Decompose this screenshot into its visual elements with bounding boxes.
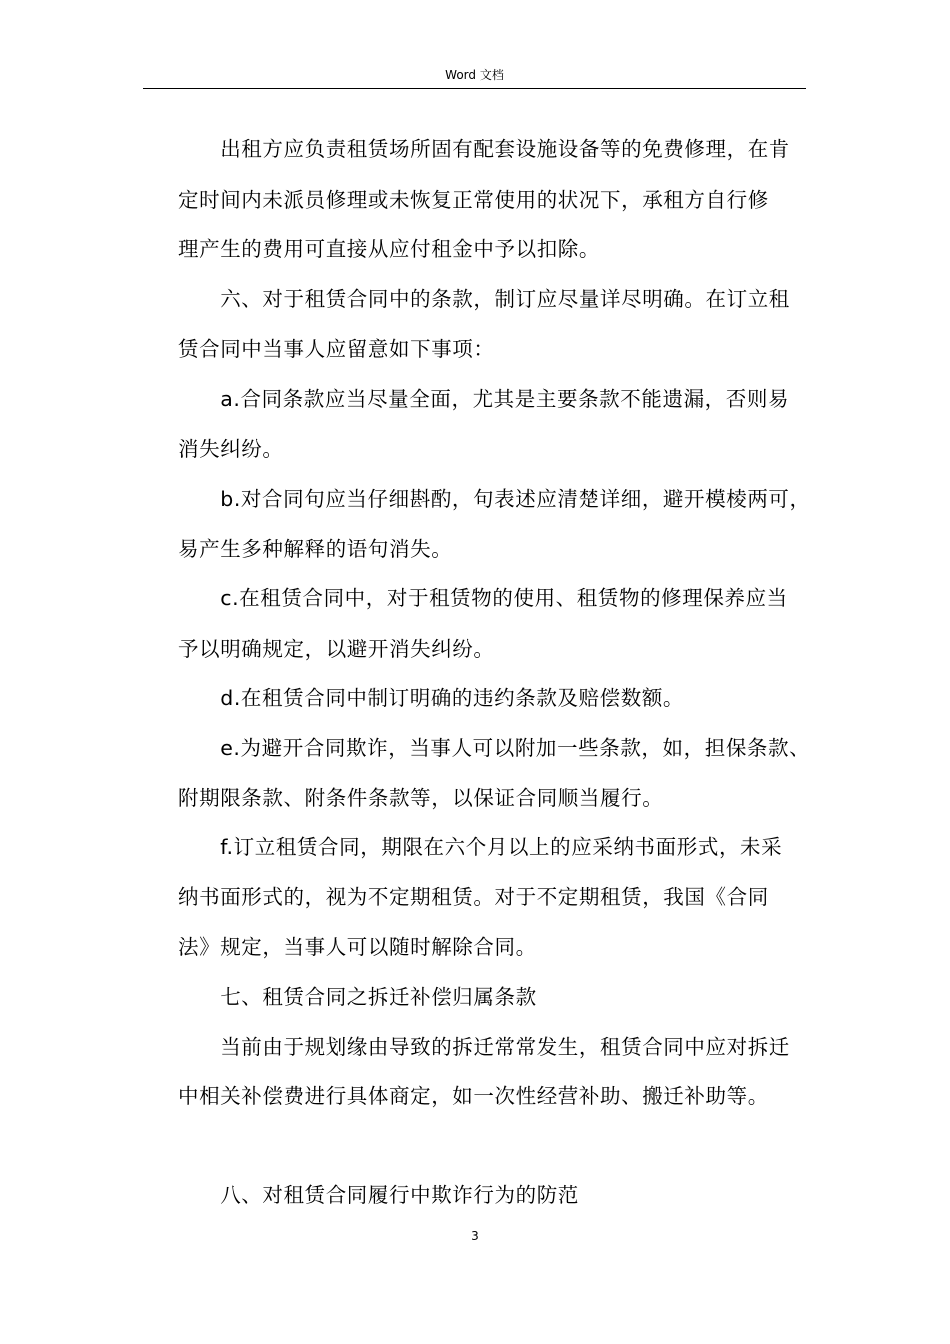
text-line: 中相关补偿费进行具体商定，如一次性经营补助、搬迁补助等。 [178, 1084, 769, 1108]
text-line: c.在租赁合同中，对于租赁物的使用、租赁物的修理保养应当 [178, 586, 788, 610]
text-line: 八、对租赁合同履行中欺诈行为的防范 [178, 1183, 579, 1207]
text-line: 七、租赁合同之拆迁补偿归属条款 [178, 985, 537, 1009]
text-line: 赁合同中当事人应留意如下事项： [178, 337, 495, 361]
text-line: f.订立租赁合同，期限在六个月以上的应采纳书面形式，未采 [178, 835, 783, 859]
text-line: 理产生的费用可直接从应付租金中予以扣除。 [178, 237, 600, 261]
text-line: 消失纠纷。 [178, 437, 284, 461]
text-line: 法》规定，当事人可以随时解除合同。 [178, 935, 537, 959]
text-line: 纳书面形式的，视为不定期租赁。对于不定期租赁，我国《合同 [178, 885, 769, 909]
header-rule [143, 88, 806, 89]
text-line: 予以明确规定，以避开消失纠纷。 [178, 637, 495, 661]
page-header: Word 文档 [445, 68, 504, 82]
text-line: b.对合同句应当仔细斟酌，句表述应清楚详细，避开模棱两可， [178, 487, 811, 511]
text-line: 当前由于规划缘由导致的拆迁常常发生，租赁合同中应对拆迁 [178, 1035, 790, 1059]
text-line: d.在租赁合同中制订明确的违约条款及赔偿数额。 [178, 686, 685, 710]
page-number: 3 [471, 1229, 479, 1243]
text-line: 出租方应负责租赁场所固有配套设施设备等的免费修理，在肯 [178, 137, 790, 161]
text-line: 附期限条款、附条件条款等，以保证合同顺当履行。 [178, 786, 664, 810]
text-line: e.为避开合同欺诈，当事人可以附加一些条款，如，担保条款、 [178, 736, 811, 760]
text-line: 易产生多种解释的语句消失。 [178, 537, 453, 561]
text-line: 定时间内未派员修理或未恢复正常使用的状况下，承租方自行修 [178, 188, 769, 212]
text-line: 六、对于租赁合同中的条款，制订应尽量详尽明确。在订立租 [178, 287, 790, 311]
text-line: a.合同条款应当尽量全面，尤其是主要条款不能遗漏，否则易 [178, 387, 790, 411]
